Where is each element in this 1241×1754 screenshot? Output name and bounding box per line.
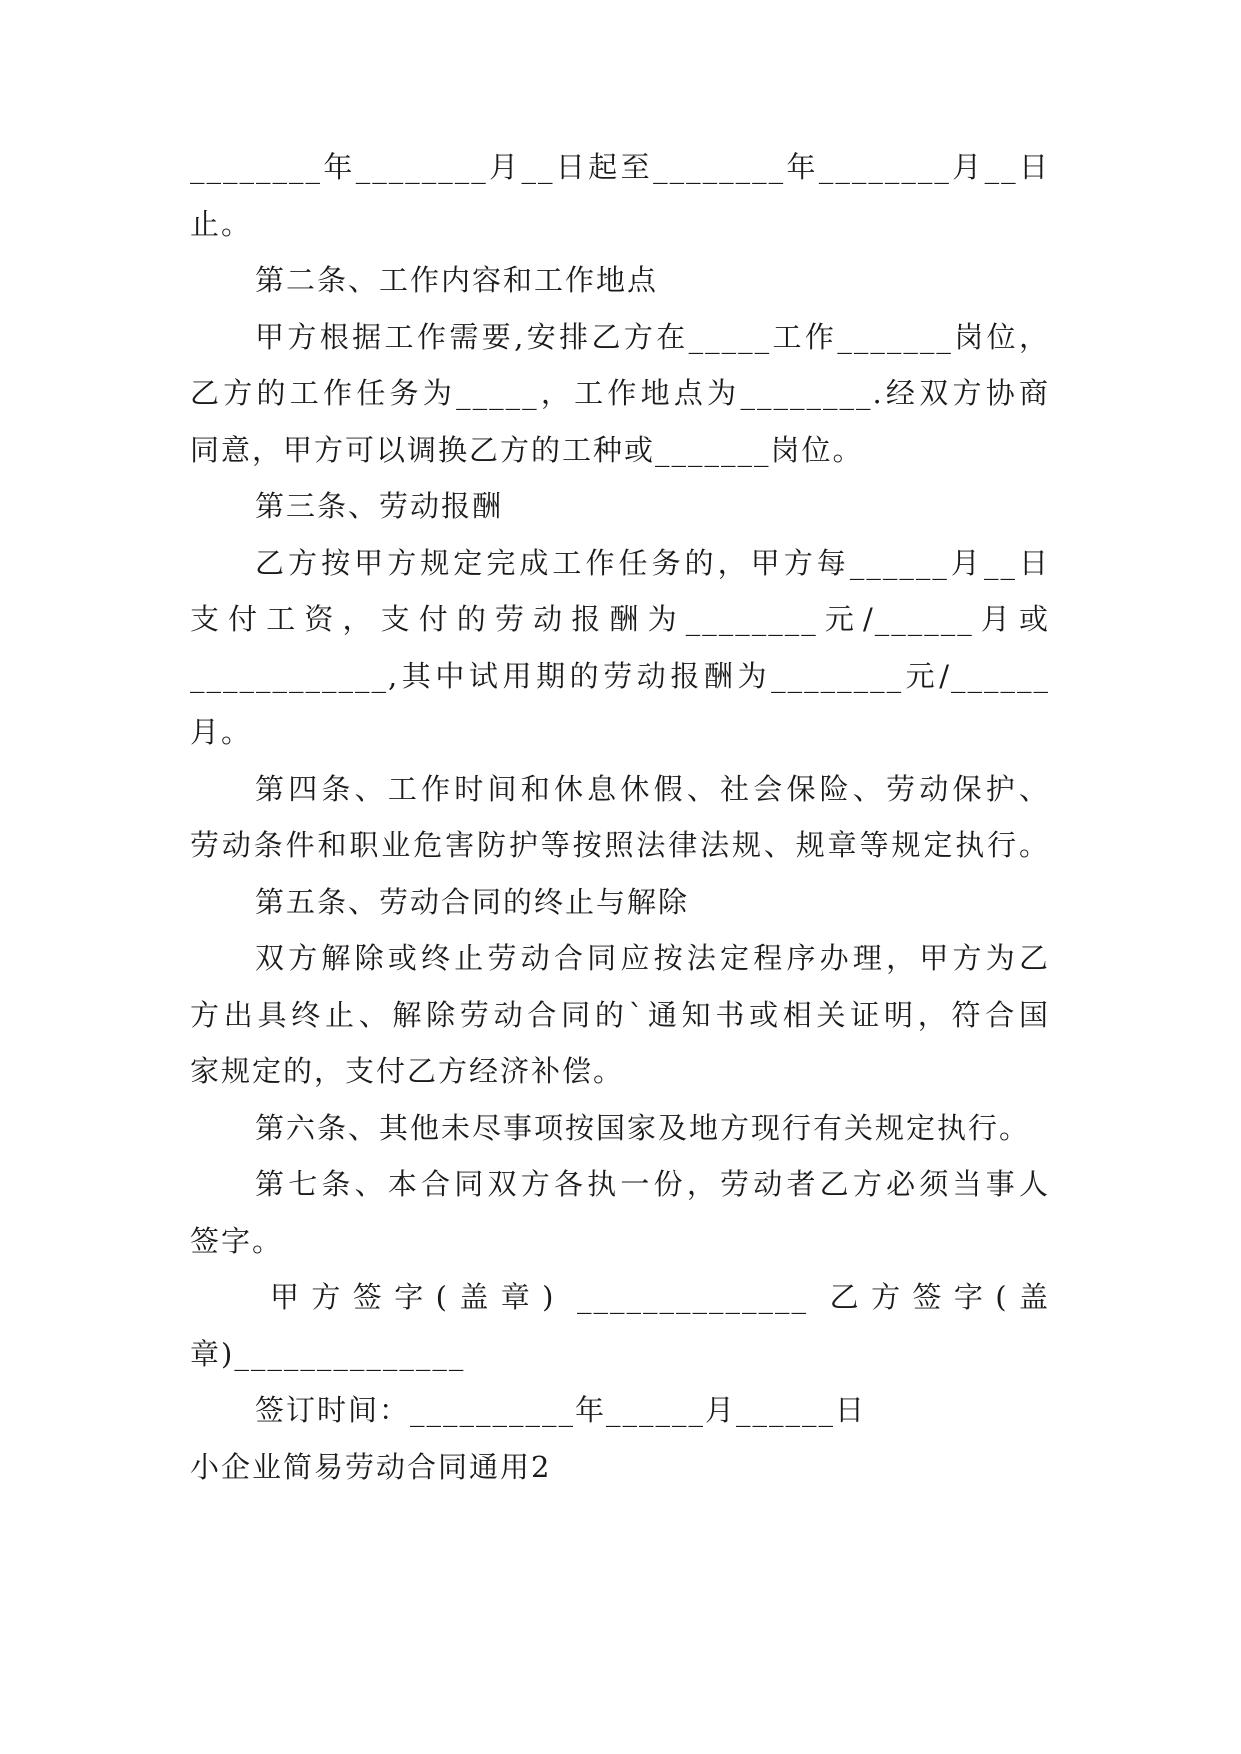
text-line: 签字。 (190, 1224, 284, 1258)
section-heading: 第二条、工作内容和工作地点 (255, 263, 659, 297)
signature-line: 甲方签字(盖章) ______________ 乙方签字(盖 (270, 1280, 1050, 1314)
text-line: ____________,其中试用期的劳动报酬为________元/______ (190, 659, 1050, 693)
text-line: 第六条、其他未尽事项按国家及地方现行有关规定执行。 (255, 1111, 1031, 1145)
text-line: 乙方按甲方规定完成工作任务的，甲方每______月__日 (255, 546, 1050, 580)
section-heading: 第五条、劳动合同的终止与解除 (255, 885, 690, 919)
text-line: 甲方根据工作需要,安排乙方在_____工作_______岗位， (255, 320, 1050, 354)
text-line: 劳动条件和职业危害防护等按照法律法规、规章等规定执行。 (190, 828, 1050, 862)
text-line: 双方解除或终止劳动合同应按法定程序办理，甲方为乙 (255, 941, 1050, 975)
document-title: 小企业简易劳动合同通用2 (190, 1450, 552, 1484)
text-line: 止。 (190, 207, 253, 241)
text-line: 第七条、本合同双方各执一份，劳动者乙方必须当事人 (255, 1167, 1050, 1201)
text-line: 方出具终止、解除劳动合同的`通知书或相关证明，符合国 (190, 998, 1050, 1032)
text-line: 同意，甲方可以调换乙方的工种或_______岗位。 (190, 433, 864, 467)
text-line: ________年________月__日起至________年________月__日 (190, 150, 1050, 184)
signature-line: 章)______________ (190, 1337, 466, 1371)
text-line: 月。 (190, 715, 253, 749)
section-heading: 第三条、劳动报酬 (255, 489, 504, 523)
text-line: 乙方的工作任务为_____，工作地点为________.经双方协商 (190, 376, 1050, 410)
text-line: 第四条、工作时间和休息休假、社会保险、劳动保护、 (255, 772, 1050, 806)
text-line: 家规定的，支付乙方经济补偿。 (190, 1054, 625, 1088)
signing-date-line: 签订时间：__________年______月______日 (255, 1393, 867, 1427)
text-line: 支付工资，支付的劳动报酬为________元/______月或 (190, 602, 1050, 636)
